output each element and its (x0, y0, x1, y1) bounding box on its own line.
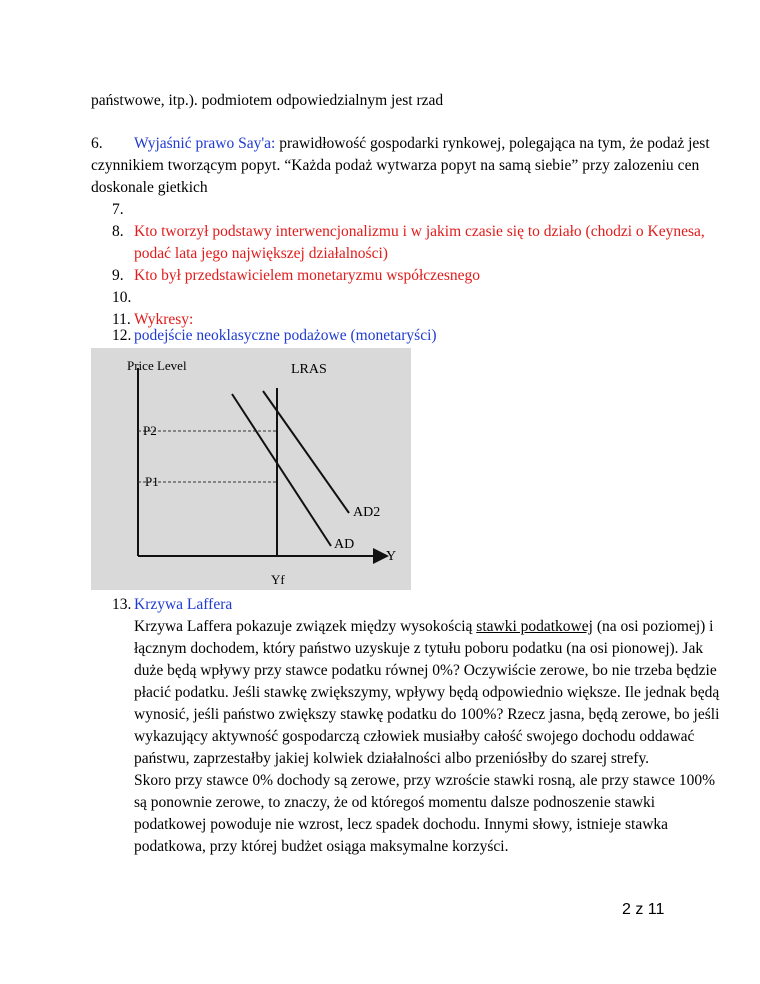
item-8-line1: Kto tworzył podstawy interwencjonalizmu i w jakim czasie się to działo (chodzi o Keynesa, (134, 223, 705, 240)
item-8-line2: podać lata jego największej działalności) (134, 245, 388, 262)
laffer-line4: płacić podatku. Jeśli stawkę zwiększymy, wpływy będą odpowiednio większe. Ile jednak będą (134, 684, 720, 701)
laffer-line9: są ponownie zerowe, to znaczy, że od któregoś momentu dalsze podnoszenie stawki (134, 794, 656, 811)
laffer-line8: Skoro przy stawce 0% dochody są zerowe, przy wzroście stawki rosną, ale przy stawce 100% (134, 772, 716, 789)
laffer-line1-a: Krzywa Laffera pokazuje związek między wysokością (134, 618, 477, 635)
item-12-text: podejście neoklasyczne podażowe (monetaryści) (134, 327, 437, 344)
laffer-line11: podatkowa, przy której budżet osiąga maksymalne korzyści. (134, 838, 509, 855)
item-13-title: Krzywa Laffera (134, 596, 233, 613)
laffer-line5: wynosić, jeśli państwo zwiększy stawkę podatku do 100%? Rzecz jasna, będą zerowe, bo jeśli (134, 706, 720, 723)
p1-label: P1 (145, 474, 159, 489)
laffer-line1-underlined: stawki podatkowej (476, 618, 593, 635)
item-11-text: Wykresy: (134, 311, 194, 328)
item-7-number: 7. (112, 201, 124, 218)
lras-label: LRAS (291, 362, 327, 377)
page-number: 2 z 11 (622, 901, 665, 918)
chart-svg (91, 348, 411, 590)
ad-lras-chart (91, 348, 411, 590)
intro-line: państwowe, itp.). podmiotem odpowiedzialnym jest rzad (91, 92, 444, 109)
item-11-number: 11. (112, 311, 131, 328)
q6-line1 (134, 133, 710, 155)
ad-label: AD (334, 537, 355, 552)
price-level-label: Price Level (127, 358, 187, 373)
q6-label: Wyjaśnić prawo Say'a: (134, 135, 276, 152)
q6-number: 6. (91, 135, 103, 152)
item-9-number: 9. (112, 267, 124, 284)
laffer-line3: duże będą wpływy przy stawce podatku równej 0%? Oczywiście zerowe, bo nie trzeba będzie (134, 662, 717, 679)
laffer-line1 (134, 616, 713, 638)
item-10-number: 10. (112, 289, 132, 306)
laffer-line1-b: (na osi poziomej) i (592, 618, 714, 635)
item-8-number: 8. (112, 223, 124, 240)
yf-label: Yf (271, 572, 285, 587)
q6-line2: czynnikiem tworzącym popyt. “Każda podaż wytwarza popyt na samą siebie” przy zalozeniu cen (91, 157, 700, 174)
item-12-number: 12. (112, 327, 132, 344)
laffer-line7: państwu, zaprzestałby jakiej kolwiek działalności albo przeniósłby do szarej strefy. (134, 750, 650, 767)
item-13-number: 13. (112, 596, 132, 613)
item-9-text: Kto był przedstawicielem monetaryzmu współczesnego (134, 267, 481, 284)
laffer-line2: łącznym dochodem, który państwo uzyskuje z tytułu poboru podatku (na osi pionowej). Jak (134, 640, 704, 657)
p2-label: P2 (143, 423, 157, 438)
laffer-line10: podatkowej powoduje nie wzrost, lecz spadek dochodu. Innymi słowy, istnieje stawka (134, 816, 669, 833)
ad2-label: AD2 (353, 505, 381, 520)
y-axis-label: Y (386, 549, 397, 564)
laffer-line6: wykazujący aktywność gospodarczą człowiek musiałby całość swojego dochodu oddawać (134, 728, 695, 745)
ad2-curve (263, 391, 349, 513)
q6-text-line1: prawidłowość gospodarki rynkowej, polegająca na tym, że podaż jest (275, 135, 710, 152)
q6-line3: doskonale gietkich (91, 179, 208, 196)
